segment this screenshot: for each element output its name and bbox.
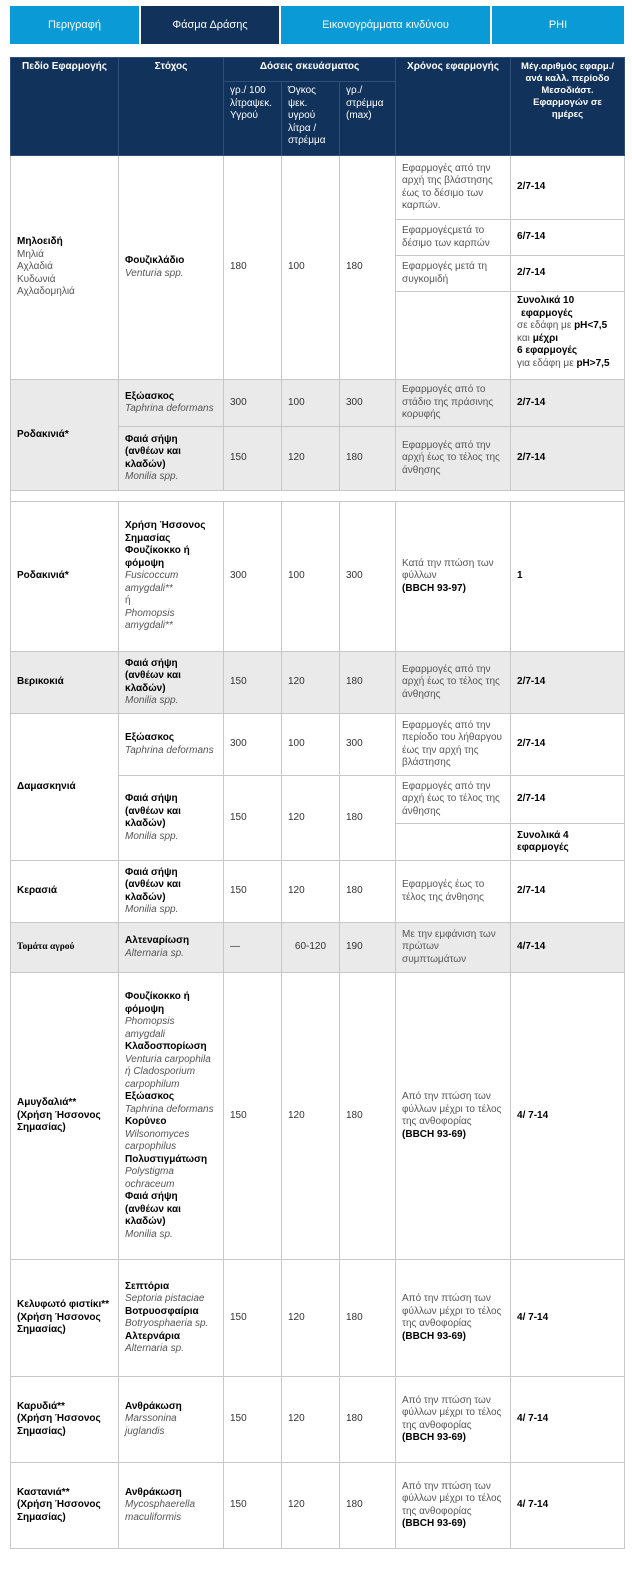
target-name: Φουζικλάδιο	[125, 255, 185, 266]
target-name: Αλτεναρίωση	[125, 935, 190, 946]
time-cell: Εφαρμογές από την περίοδο του λήθαργου έως την αρχή της βλάστησης	[396, 714, 511, 776]
tab-phi[interactable]: PHI	[492, 6, 624, 44]
target-scientific: Venturia carpophila ή Cladosporium carpophilum	[125, 1053, 211, 1090]
target-scientific: Phomopsis amygdali**	[125, 607, 175, 632]
dose-cell: 150	[224, 973, 282, 1260]
time-cell	[396, 824, 511, 861]
crop-note: (Χρήση Ήσσονος Σημασίας)	[17, 1109, 101, 1134]
target-scientific: Venturia spp.	[125, 267, 184, 279]
target-name: Φαιά σήψη (ανθέων και κλαδών)	[125, 866, 181, 903]
phi-cell: 2/7-14	[511, 861, 625, 923]
phi-cell: 6/7-14	[511, 220, 625, 256]
target-cell	[119, 861, 224, 923]
time-cell	[396, 502, 511, 652]
crop-cell	[11, 1260, 119, 1377]
dose-max-cell: 180	[340, 427, 396, 491]
crop-name: Μηλοειδή	[17, 236, 63, 248]
total-line	[517, 320, 618, 333]
table-row	[11, 923, 625, 973]
target-name: Φουζίκοκκο ή φόμοψη	[125, 545, 190, 569]
table-row	[11, 714, 625, 776]
header-dose-per-100: γρ./ 100 λίτραψεκ. Υγρού	[224, 82, 282, 156]
time-cell	[396, 973, 511, 1260]
crop-name: Αμυγδαλιά**	[17, 1097, 77, 1109]
target-cell	[119, 1377, 224, 1463]
table-row	[11, 973, 625, 1260]
phi-cell: 4/ 7-14	[511, 1260, 625, 1377]
phi-cell: 2/7-14	[511, 714, 625, 776]
target-scientific: Phomopsis amygdali	[125, 1016, 175, 1040]
target-name: Ανθράκωση	[125, 1400, 182, 1412]
crop-note: (Χρήση Ήσσονος Σημασίας)	[17, 1413, 101, 1437]
dose-cell: 150	[224, 861, 282, 923]
phi-cell: 2/7-14	[511, 427, 625, 491]
phi-cell: 2/7-14	[511, 380, 625, 427]
volume-cell: 60-120	[282, 923, 340, 973]
dose-max-cell: 180	[340, 1260, 396, 1377]
time-cell: Εφαρμογές από την αρχή έως το τέλος της άνθησης	[396, 776, 511, 824]
target-name: Σεπτόρια	[125, 1280, 170, 1292]
total-text: pH>7,5	[576, 357, 610, 369]
volume-cell: 120	[282, 776, 340, 861]
dose-cell: 150	[224, 1463, 282, 1549]
gap-cell	[11, 491, 625, 502]
target-cell	[119, 714, 224, 776]
target-name: Φουζίκοκκο ή φόμοψη	[125, 991, 190, 1015]
target-name: Φαιά σήψη (ανθέων και κλαδών)	[125, 1191, 181, 1227]
dose-cell: 300	[224, 380, 282, 427]
time-text: Από την πτώση των φύλλων μέχρι το τέλος της ανθοφορίας	[402, 1480, 502, 1517]
table-row	[11, 380, 625, 427]
volume-cell: 120	[282, 973, 340, 1260]
target-cell	[119, 502, 224, 652]
dose-max-cell: 190	[340, 923, 396, 973]
target-scientific: Monilia spp.	[125, 904, 179, 915]
target-name: Φαιά σήψη (ανθέων και κλαδών)	[125, 433, 181, 470]
time-cell: Εφαρμογές μετά τη συγκομιδή	[396, 256, 511, 292]
dose-max-cell: 180	[340, 861, 396, 923]
phi-cell: 4/7-14	[511, 923, 625, 973]
header-doses: Δόσεις σκευάσματος	[224, 58, 396, 82]
crop-name: Κελυφωτό φιστίκι**	[17, 1299, 110, 1311]
target-name: Πολυστιγμάτωση	[125, 1153, 208, 1165]
crop-cell	[11, 1377, 119, 1463]
time-bbch: (BBCH 93-69)	[402, 1128, 466, 1140]
dose-max-cell: 180	[340, 652, 396, 714]
target-name: Φαιά σήψη (ανθέων και κλαδών)	[125, 657, 181, 694]
dose-cell: 150	[224, 652, 282, 714]
target-scientific: Monilia spp.	[125, 695, 179, 706]
dose-max-cell: 180	[340, 1377, 396, 1463]
volume-cell: 120	[282, 1260, 340, 1377]
total-text: σε εδάφη με	[517, 320, 572, 331]
crop-list: Μηλιά Αχλαδιά Κυδωνιά Αχλαδομηλιά	[17, 248, 75, 298]
target-scientific: Taphrina deformans	[125, 1103, 214, 1115]
total-text: για εδάφη με	[517, 357, 574, 369]
phi-cell: 2/7-14	[511, 256, 625, 292]
tab-description[interactable]: Περιγραφή	[10, 6, 139, 44]
phi-cell: 1	[511, 502, 625, 652]
target-scientific: Monilia spp.	[125, 471, 179, 482]
dose-cell: 150	[224, 776, 282, 861]
volume-cell: 120	[282, 652, 340, 714]
time-bbch: (BBCH 93-69)	[402, 1518, 466, 1529]
total-line: 6 εφαρμογές	[517, 345, 578, 356]
target-name: Ανθράκωση	[125, 1486, 182, 1498]
target-scientific: Monilia spp.	[125, 830, 179, 842]
dose-max-cell: 180	[340, 776, 396, 861]
header-field: Πεδίο Εφαρμογής	[11, 58, 119, 156]
target-name: Εξώασκος	[125, 390, 175, 402]
time-text: Από την πτώση των φύλλων μέχρι το τέλος της ανθοφορίας	[402, 1091, 502, 1127]
dose-max-cell: 180	[340, 1463, 396, 1549]
time-cell	[396, 1463, 511, 1549]
dose-cell: 150	[224, 1377, 282, 1463]
target-name: Εξώασκος	[125, 732, 175, 743]
total-text: και	[517, 332, 530, 344]
tab-bar	[10, 6, 624, 44]
target-scientific: Taphrina deformans	[125, 744, 214, 756]
crop-name: Καστανιά**	[17, 1486, 70, 1498]
volume-cell: 120	[282, 427, 340, 491]
target-cell	[119, 776, 224, 861]
target-name: Φαιά σήψη (ανθέων και κλαδών)	[125, 793, 181, 829]
header-target: Στόχος	[119, 58, 224, 156]
volume-cell: 100	[282, 502, 340, 652]
time-cell	[396, 292, 511, 380]
time-text: Κατά την πτώση των φύλλων	[402, 557, 494, 582]
dose-max-cell: 180	[340, 156, 396, 380]
application-table	[10, 57, 625, 1549]
target-cell	[119, 973, 224, 1260]
dose-cell: 180	[224, 156, 282, 380]
crop-cell: Βερικοκιά	[11, 652, 119, 714]
table-row	[11, 1260, 625, 1377]
dose-max-cell: 180	[340, 973, 396, 1260]
target-name: Χρήση Ήσσονος Σημασίας	[125, 520, 206, 544]
time-bbch: (BBCH 93-69)	[402, 1330, 466, 1342]
target-scientific: Polystigma ochraceum	[125, 1166, 175, 1190]
table-row	[11, 652, 625, 714]
crop-cell: Δαμασκηνιά	[11, 714, 119, 861]
header-max: Μέγ.αριθμός εφαρμ./ ανά καλλ. περίοδο Μεσοδιάστ. Εφαρμογών σε ημέρες	[511, 58, 625, 156]
target-name: Βοτρυοσφαίρια	[125, 1305, 199, 1317]
time-text: Από την πτώση των φύλλων μέχρι το τέλος της ανθοφορίας	[402, 1293, 502, 1329]
total-cell: Συνολικά 4 εφαρμογές	[511, 824, 625, 861]
target-scientific: Botryosphaeria sp.	[125, 1318, 209, 1329]
target-cell	[119, 1260, 224, 1377]
dose-max-cell: 300	[340, 502, 396, 652]
target-cell	[119, 380, 224, 427]
total-line: εφαρμογές	[521, 307, 573, 319]
dose-cell: 150	[224, 1260, 282, 1377]
volume-cell: 120	[282, 1463, 340, 1549]
time-bbch: (BBCH 93-69)	[402, 1432, 466, 1443]
time-cell: Εφαρμογέςμετά το δέσιμο των καρπών	[396, 220, 511, 256]
crop-cell: Ροδακινιά*	[11, 380, 119, 491]
crop-cell	[11, 156, 119, 380]
crop-note: (Χρήση Ήσσονος Σημασίας)	[17, 1311, 101, 1336]
phi-cell: 4/ 7-14	[511, 973, 625, 1260]
target-scientific: Alternaria sp.	[125, 947, 184, 959]
dose-cell: —	[224, 923, 282, 973]
target-cell	[119, 427, 224, 491]
target-scientific: Fusicoccum amygdali**	[125, 570, 179, 594]
crop-cell: Ροδακινιά*	[11, 502, 119, 652]
time-cell: Εφαρμογές έως το τέλος της άνθησης	[396, 861, 511, 923]
target-cell	[119, 923, 224, 973]
phi-cell: 2/7-14	[511, 776, 625, 824]
time-cell: Εφαρμογές από την αρχή έως το τέλος της άνθησης	[396, 427, 511, 491]
target-scientific: Wilsonomyces carpophilus	[125, 1128, 190, 1152]
table-row	[11, 1377, 625, 1463]
target-scientific: Marssonina juglandis	[125, 1413, 177, 1437]
total-line	[517, 333, 618, 346]
dose-max-cell: 300	[340, 380, 396, 427]
header-time: Χρόνος εφαρμογής	[396, 58, 511, 156]
volume-cell: 100	[282, 380, 340, 427]
target-name: Κορύνεο	[125, 1116, 167, 1127]
header-dose-per-stremma: γρ./ στρέμμα (max)	[340, 82, 396, 156]
time-text: Από την πτώση των φύλλων μέχρι το τέλος της ανθοφορίας	[402, 1394, 502, 1431]
volume-cell: 100	[282, 156, 340, 380]
crop-cell: Τομάτα αγρού	[11, 923, 119, 973]
row-gap	[11, 491, 625, 502]
phi-cell: 2/7-14	[511, 156, 625, 220]
dose-cell: 300	[224, 502, 282, 652]
dose-cell: 300	[224, 714, 282, 776]
table-row	[11, 1463, 625, 1549]
target-or: ή	[125, 595, 131, 607]
crop-cell	[11, 1463, 119, 1549]
time-cell	[396, 1260, 511, 1377]
phi-cell: 4/ 7-14	[511, 1463, 625, 1549]
header-spray-volume: Όγκος ψεκ. υγρού λίτρα / στρέμμα	[282, 82, 340, 156]
total-line	[517, 358, 618, 371]
volume-cell: 120	[282, 1377, 340, 1463]
time-cell: Εφαρμογές από την αρχή έως το τέλος της άνθησης	[396, 652, 511, 714]
dose-cell: 150	[224, 427, 282, 491]
target-scientific: Monilia sp.	[125, 1228, 173, 1240]
target-cell	[119, 652, 224, 714]
time-cell: Εφαρμογές από την αρχή της βλάστησης έως το δέσιμο των καρπών.	[396, 156, 511, 220]
target-scientific: Taphrina deformans	[125, 403, 214, 414]
target-name: Εξώασκος	[125, 1091, 175, 1102]
time-cell: Εφαρμογές από το στάδιο της πράσινης κορυφής	[396, 380, 511, 427]
crop-cell: Κερασιά	[11, 861, 119, 923]
target-scientific: Mycosphaerella maculiformis	[125, 1499, 196, 1523]
target-name: Αλτερνάρια	[125, 1330, 180, 1342]
table-row	[11, 156, 625, 220]
time-cell	[396, 1377, 511, 1463]
total-line: Συνολικά 10	[517, 295, 575, 306]
target-cell	[119, 1463, 224, 1549]
volume-cell: 120	[282, 861, 340, 923]
total-text: pH<7,5	[574, 320, 608, 331]
phi-cell: 4/ 7-14	[511, 1377, 625, 1463]
time-cell: Με την εμφάνιση των πρώτων συμπτωμάτων	[396, 923, 511, 973]
phi-cell: 2/7-14	[511, 652, 625, 714]
tab-hazard-pictograms[interactable]: Εικονογράμματα κινδύνου	[281, 6, 490, 44]
target-name: Κλαδοσπορίωση	[125, 1041, 207, 1052]
dose-max-cell: 300	[340, 714, 396, 776]
time-bbch: (BBCH 93-97)	[402, 582, 466, 594]
target-scientific: Alternaria sp.	[125, 1343, 184, 1354]
table-row	[11, 861, 625, 923]
volume-cell: 100	[282, 714, 340, 776]
crop-name: Καρυδιά**	[17, 1400, 65, 1412]
crop-cell	[11, 973, 119, 1260]
target-cell	[119, 156, 224, 380]
tab-spectrum[interactable]: Φάσμα Δράσης	[141, 6, 279, 44]
total-text: μέχρι	[532, 332, 559, 344]
total-cell	[511, 292, 625, 380]
crop-note: (Χρήση Ήσσονος Σημασίας)	[17, 1499, 101, 1523]
target-scientific: Septoria pistaciae	[125, 1293, 205, 1304]
table-row	[11, 502, 625, 652]
